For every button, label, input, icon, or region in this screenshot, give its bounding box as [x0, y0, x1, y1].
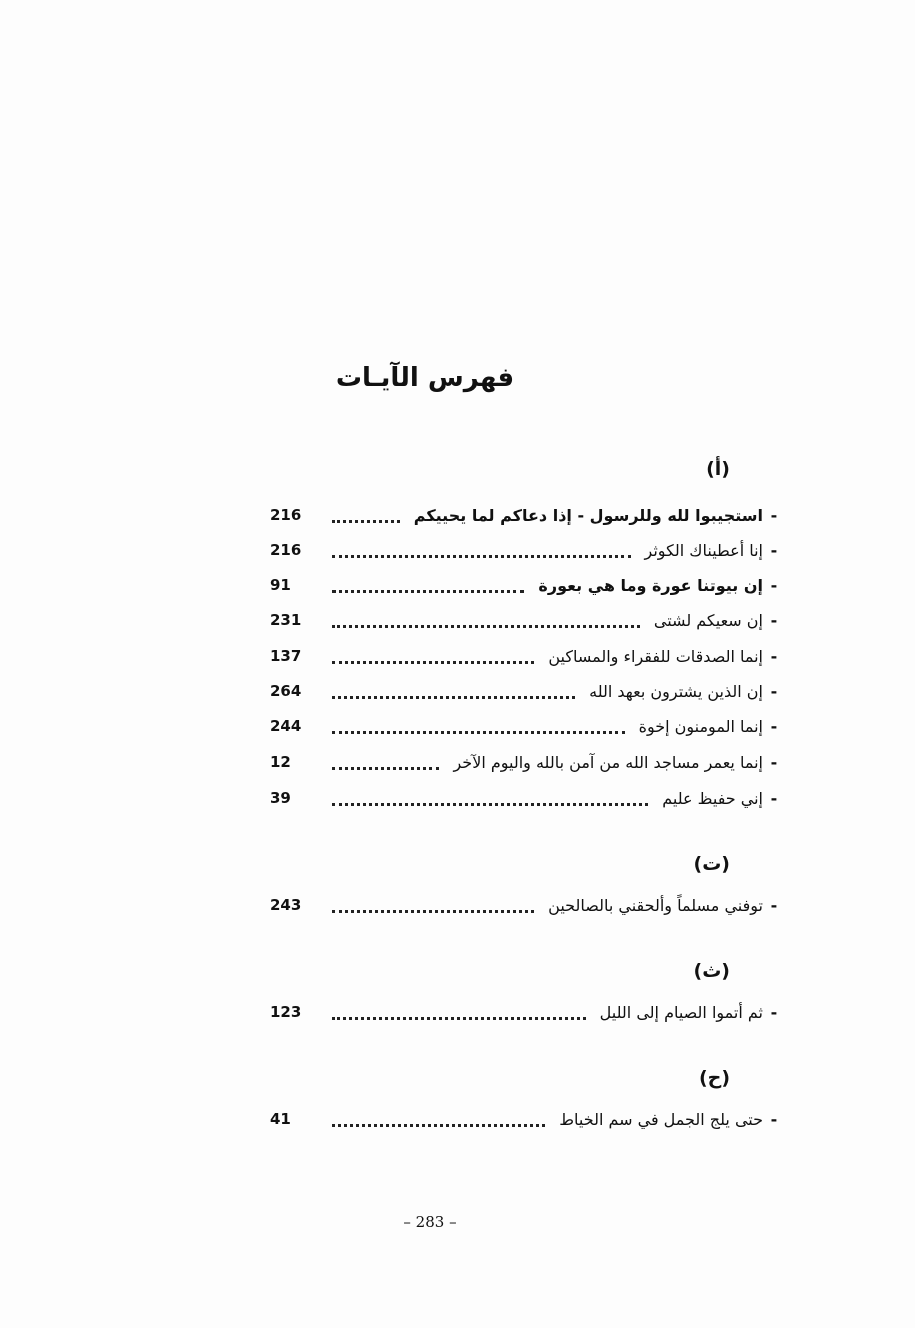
entry-verse-text: استجيبوا لله وللرسول - إذا دعاكم لما يحييكم: [413, 505, 763, 525]
entry-page-number: 137: [270, 647, 302, 665]
entry-dash: -: [770, 788, 778, 808]
entry-verse-text: إن بيوتنا عورة وما هي بعورة: [538, 575, 763, 595]
entry-verse-text: إنما يعمر مساجد الله من آمن بالله واليوم الآخر: [453, 752, 763, 772]
section-heading-ha: (ح): [698, 1067, 730, 1089]
entry-verse-text: إن سعيكم لشتى: [653, 610, 763, 630]
index-entry: [270, 641, 785, 671]
entry-dash: -: [770, 646, 778, 666]
dot-leader: [332, 625, 640, 628]
entry-page-number: 216: [270, 506, 302, 524]
dot-leader: [332, 590, 524, 593]
entry-dash: -: [770, 505, 778, 525]
dot-leader: [332, 1017, 586, 1020]
entry-dash: -: [770, 752, 778, 772]
dot-leader: [332, 696, 575, 699]
index-entry: [270, 997, 785, 1027]
entry-dash: -: [770, 895, 778, 915]
dot-leader: [332, 767, 439, 770]
index-entry: [270, 890, 785, 920]
entry-verse-text: توفني مسلماً وألحقني بالصالحين: [548, 895, 763, 915]
entry-verse-text: إنما الصدقات للفقراء والمساكين: [548, 646, 763, 666]
entry-page-number: 243: [270, 896, 302, 914]
entry-verse-text: إنما المومنون إخوة: [638, 716, 763, 736]
entry-dash: -: [770, 1109, 778, 1129]
entry-page-number: 216: [270, 541, 302, 559]
section-heading-ta: (ت): [693, 853, 730, 875]
entry-dash: -: [770, 610, 778, 630]
dot-leader: [332, 1124, 545, 1127]
index-entry: [270, 711, 785, 741]
entry-dash: -: [770, 1002, 778, 1022]
index-entry: [270, 535, 785, 565]
entry-verse-text: ثم أتموا الصيام إلى الليل: [599, 1002, 763, 1022]
page-number-footer: – 283 –: [403, 1213, 457, 1231]
index-entry: [270, 570, 785, 600]
dot-leader: [332, 803, 648, 806]
page-title: فهرس الآيـات: [335, 363, 515, 393]
entry-dash: -: [770, 681, 778, 701]
entry-verse-text: إن الذين يشترون بعهد الله: [589, 681, 763, 701]
entry-dash: -: [770, 575, 778, 595]
dot-leader: [332, 731, 625, 734]
index-entry: [270, 783, 785, 813]
entry-verse-text: إنا أعطيناك الكوثر: [644, 540, 763, 560]
index-entry: [270, 1104, 785, 1134]
entry-page-number: 123: [270, 1003, 302, 1021]
section-heading-tha: (ث): [693, 960, 730, 982]
index-entry: [270, 747, 785, 777]
entry-page-number: 264: [270, 682, 302, 700]
entry-page-number: 231: [270, 611, 302, 629]
entry-page-number: 41: [270, 1110, 291, 1128]
entry-page-number: 12: [270, 753, 291, 771]
section-heading-alif: (أ): [706, 458, 730, 480]
entry-dash: -: [770, 716, 778, 736]
entry-page-number: 244: [270, 717, 302, 735]
entry-page-number: 39: [270, 789, 291, 807]
index-entry: [270, 605, 785, 635]
dot-leader: [332, 555, 631, 558]
index-entry: [270, 676, 785, 706]
index-entry: [270, 500, 785, 530]
dot-leader: [332, 910, 534, 913]
entry-verse-text: إني حفيظ عليم: [662, 788, 763, 808]
entry-dash: -: [770, 540, 778, 560]
entry-page-number: 91: [270, 576, 291, 594]
dot-leader: [332, 661, 534, 664]
dot-leader: [332, 520, 400, 523]
entry-verse-text: حتى يلج الجمل في سم الخياط: [559, 1109, 763, 1129]
